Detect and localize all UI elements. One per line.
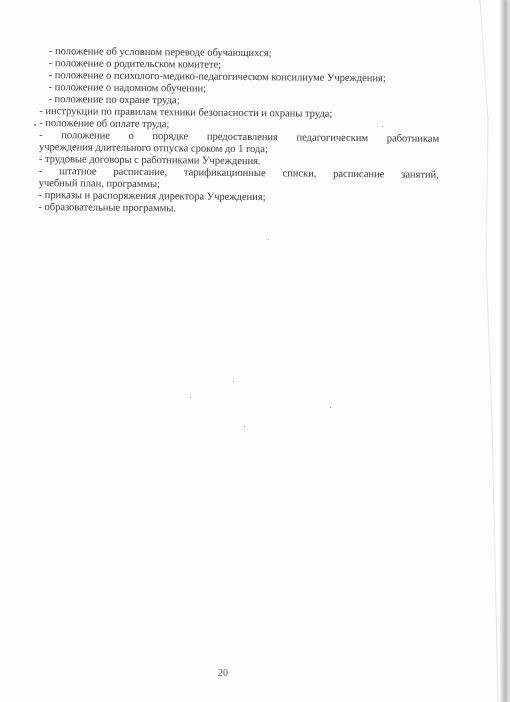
scan-speck — [244, 426, 245, 427]
text-line-1: - положение об условном переводе обучающихся; — [48, 46, 272, 60]
text-line-2: - положение о родительском комитете; — [48, 58, 222, 71]
text-line-6: - инструкции по правилам техники безопасности и охраны труда; — [39, 105, 333, 120]
text-line-5: - положение по охране труда; — [48, 94, 180, 107]
page-edge-shadow — [500, 0, 505, 702]
scan-speck — [382, 126, 383, 127]
text-line-9: учреждения длительного отпуска сроком до 1 года; — [38, 141, 268, 156]
scan-speck — [330, 407, 331, 408]
text-line-14: - образовательные программы. — [38, 201, 177, 215]
page-fold-marks — [440, 0, 505, 702]
scan-speck — [233, 381, 234, 382]
text-line-7: - положение об оплате труда; — [39, 117, 170, 131]
text-line-4: - положение о надомном обучении; — [48, 82, 207, 95]
text-line-13: - приказы и распоряжения директора Учреждения; — [38, 189, 266, 204]
text-line-3: - положение о психолого-медико-педагогическом консилиуме Учреждения; — [48, 70, 386, 85]
scan-speck — [190, 397, 191, 398]
text-line-8: - положение о порядке предоставления педагогическим работникам — [39, 129, 440, 145]
scan-speck — [268, 239, 269, 240]
text-line-12: учебный план, программы; — [38, 177, 161, 191]
text-line-11: - штатное расписание, тарификационные списки, расписание занятий, — [38, 165, 439, 181]
page-number: 20 — [218, 668, 228, 679]
scan-speck — [34, 124, 36, 126]
document-text — [38, 46, 440, 218]
text-line-10: - трудовые договоры с работниками Учреждения. — [38, 153, 261, 168]
